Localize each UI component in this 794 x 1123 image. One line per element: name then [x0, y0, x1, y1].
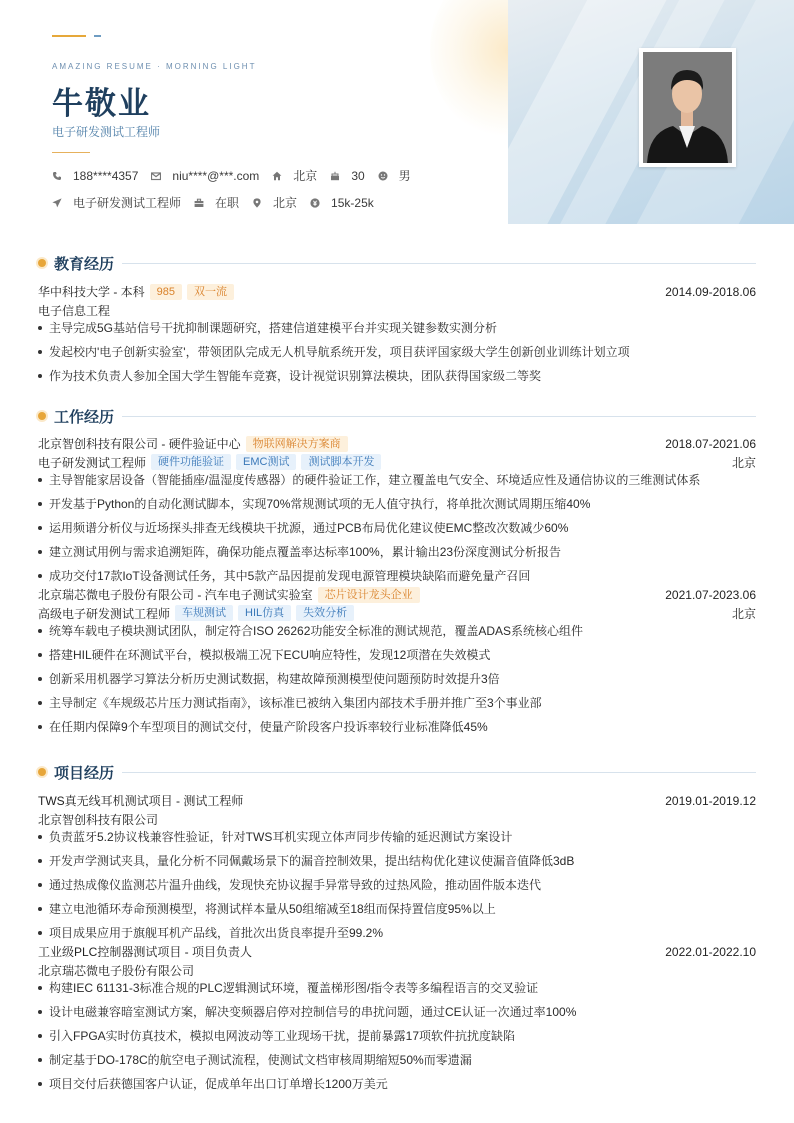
list-item: 在任期内保障9个车型项目的测试交付，使量产阶段客户投诉率较行业标准降低45% [38, 718, 756, 742]
job-salary [310, 196, 374, 210]
school-name: 华中科技大学 - 本科 [38, 285, 145, 299]
role-tag: 测试脚本开发 [301, 454, 381, 470]
list-item: 项目交付后获德国客户认证，促成单年出口订单增长1200万美元 [38, 1075, 756, 1099]
home-icon [272, 171, 282, 181]
contact-gender [378, 167, 411, 184]
candidate-name: 牛敬业 [52, 86, 151, 121]
contact-email [151, 169, 259, 183]
contact-email-text: niu****@***.com [172, 168, 260, 183]
phone-icon [52, 171, 62, 181]
accent-line [52, 35, 86, 37]
project-name: 工业级PLC控制器测试项目 - 项目负责人 [38, 945, 253, 959]
job-target-text: 电子研发测试工程师 [73, 196, 182, 210]
list-item: 成功交付17款IoT设备测试任务，其中5款产品因提前发现电源管理模块缺陷而避免量产召回 [38, 567, 756, 591]
project-date: 2019.01-2019.12 [665, 793, 756, 808]
work-bullets [38, 471, 756, 591]
avatar [643, 52, 732, 163]
list-item: 构建IEC 61131-3标准合规的PLC逻辑测试环境，覆盖梯形图/指令表等多编程语言的交叉验证 [38, 979, 756, 1003]
divider-line [52, 152, 90, 153]
profile-photo [639, 48, 736, 167]
education-section [38, 252, 756, 391]
contact-age-text: 30 [351, 168, 365, 183]
major-name: 电子信息工程 [38, 303, 111, 318]
list-item: 设计电磁兼容暗室测试方案，解决变频器启停对控制信号的串扰问题，通过CE认证一次通过率100% [38, 1003, 756, 1027]
section-bullet-icon [38, 768, 46, 776]
role-name: 电子研发测试工程师 [38, 455, 147, 470]
list-item: 统筹车载电子模块测试团队，制定符合ISO 26262功能安全标准的测试规范，覆盖ADAS系统核心组件 [38, 622, 756, 646]
list-item: 主导完成5G基站信号干扰抑制课题研究，搭建信道建模平台并实现关键参数实测分析 [38, 319, 756, 343]
work-section [38, 405, 756, 742]
school-tag: 双一流 [187, 284, 234, 300]
list-item: 制定基于DO-178C的航空电子测试流程，使测试文档审核周期缩短50%而零遗漏 [38, 1051, 756, 1075]
job-location [252, 194, 297, 211]
contact-city-text: 北京 [293, 169, 318, 183]
contact-gender-text: 男 [398, 169, 411, 183]
contact-city [272, 167, 317, 184]
briefcase-icon [194, 198, 204, 208]
education-entry [38, 282, 756, 391]
list-item: 负责蓝牙5.2协议栈兼容性验证，针对TWS耳机实现立体声同步传输的延迟测试方案设计 [38, 828, 756, 852]
resume-tagline: AMAZING RESUME · MORNING LIGHT [52, 62, 257, 71]
work-entry [38, 434, 756, 591]
list-item: 搭建HIL硬件在环测试平台，模拟极端工况下ECU响应特性，发现12项潜在失效模式 [38, 646, 756, 670]
mail-icon [151, 171, 161, 181]
work-city: 北京 [731, 455, 756, 470]
list-item: 创新采用机器学习算法分析历史测试数据，构建故障预测模型使问题预防时效提升3倍 [38, 670, 756, 694]
work-entry [38, 585, 756, 742]
list-item: 主导智能家居设备（智能插座/温湿度传感器）的硬件验证工作，建立覆盖电气安全、环境适应性及通信协议的三维测试体系 [38, 471, 756, 495]
candidate-subtitle: 电子研发测试工程师 [52, 125, 161, 139]
list-item: 引入FPGA实时仿真技术，模拟电网波动等工业现场干扰，提前暴露17项软件抗扰度缺陷 [38, 1027, 756, 1051]
company-name: 北京瑞芯微电子股份有限公司 - 汽车电子测试实验室 [38, 588, 313, 602]
project-company: 北京瑞芯微电子股份有限公司 [38, 963, 195, 978]
role-name: 高级电子研发测试工程师 [38, 606, 171, 621]
contact-row-1 [52, 167, 424, 184]
projects-header [38, 761, 756, 783]
role-tag: 失效分析 [296, 605, 354, 621]
contact-phone-text: 188****4357 [73, 168, 139, 183]
job-salary-text: 15k-25k [331, 195, 374, 210]
work-city: 北京 [731, 606, 756, 621]
role-tag: HIL仿真 [238, 605, 291, 621]
list-item: 开发基于Python的自动化测试脚本，实现70%常规测试项的无人值守执行，将单批次测试周期压缩40% [38, 495, 756, 519]
job-target [52, 194, 181, 211]
list-item: 项目成果应用于旗舰耳机产品线，首批次出货良率提升至99.2% [38, 924, 756, 948]
role-tag: 车规测试 [175, 605, 233, 621]
contact-row-2 [52, 194, 387, 211]
portrait-illustration [643, 52, 732, 163]
project-entry [38, 942, 756, 1099]
location-icon [252, 198, 262, 208]
accent-dash [94, 35, 101, 37]
face-icon [378, 171, 388, 181]
list-item: 开发声学测试夹具，量化分析不同佩戴场景下的漏音控制效果，提出结构优化建议使漏音值降低3dB [38, 852, 756, 876]
job-location-text: 北京 [273, 196, 298, 210]
education-title: 教育经历 [54, 255, 115, 273]
section-rule [122, 416, 756, 417]
projects-section [38, 761, 756, 1099]
list-item: 发起校内'电子创新实验室'，带领团队完成无人机导航系统开发，项目获评国家级大学生创新创业训练计划立项 [38, 343, 756, 367]
work-date: 2021.07-2023.06 [665, 587, 756, 602]
education-bullets [38, 319, 756, 391]
company-name: 北京智创科技有限公司 - 硬件验证中心 [38, 437, 241, 451]
list-item: 建立电池循环寿命预测模型，将测试样本量从50组缩减至18组而保持置信度95%以上 [38, 900, 756, 924]
send-icon [52, 198, 62, 208]
job-status [194, 194, 239, 211]
projects-title: 项目经历 [54, 764, 115, 782]
cake-icon [330, 171, 340, 181]
project-name: TWS真无线耳机测试项目 - 测试工程师 [38, 794, 244, 808]
education-header [38, 252, 756, 274]
section-rule [122, 772, 756, 773]
company-tag: 芯片设计龙头企业 [318, 587, 420, 603]
section-rule [122, 263, 756, 264]
work-title: 工作经历 [54, 408, 115, 426]
project-entry [38, 791, 756, 948]
contact-phone [52, 169, 138, 183]
education-date: 2014.09-2018.06 [665, 284, 756, 299]
role-tag: 硬件功能验证 [151, 454, 231, 470]
work-bullets [38, 622, 756, 742]
job-status-text: 在职 [215, 196, 240, 210]
list-item: 建立测试用例与需求追溯矩阵，确保功能点覆盖率达标率100%，累计输出23份深度测试分析报告 [38, 543, 756, 567]
work-header [38, 405, 756, 427]
list-item: 运用频谱分析仪与近场探头排查无线模块干扰源，通过PCB布局优化建议使EMC整改次数减少60% [38, 519, 756, 543]
company-tag: 物联网解决方案商 [246, 436, 348, 452]
project-bullets [38, 828, 756, 948]
school-tag: 985 [150, 284, 182, 300]
work-date: 2018.07-2021.06 [665, 436, 756, 451]
project-date: 2022.01-2022.10 [665, 944, 756, 959]
list-item: 作为技术负责人参加全国大学生智能车竞赛，设计视觉识别算法模块，团队获得国家级二等奖 [38, 367, 756, 391]
section-bullet-icon [38, 412, 46, 420]
list-item: 主导制定《车规级芯片压力测试指南》，该标准已被纳入集团内部技术手册并推广至3个事业部 [38, 694, 756, 718]
section-bullet-icon [38, 259, 46, 267]
project-bullets [38, 979, 756, 1099]
list-item: 通过热成像仪监测芯片温升曲线，发现快充协议握手异常导致的过热风险，推动固件版本迭代 [38, 876, 756, 900]
money-icon [310, 198, 320, 208]
role-tag: EMC测试 [236, 454, 296, 470]
project-company: 北京智创科技有限公司 [38, 812, 159, 827]
contact-age [330, 169, 364, 183]
